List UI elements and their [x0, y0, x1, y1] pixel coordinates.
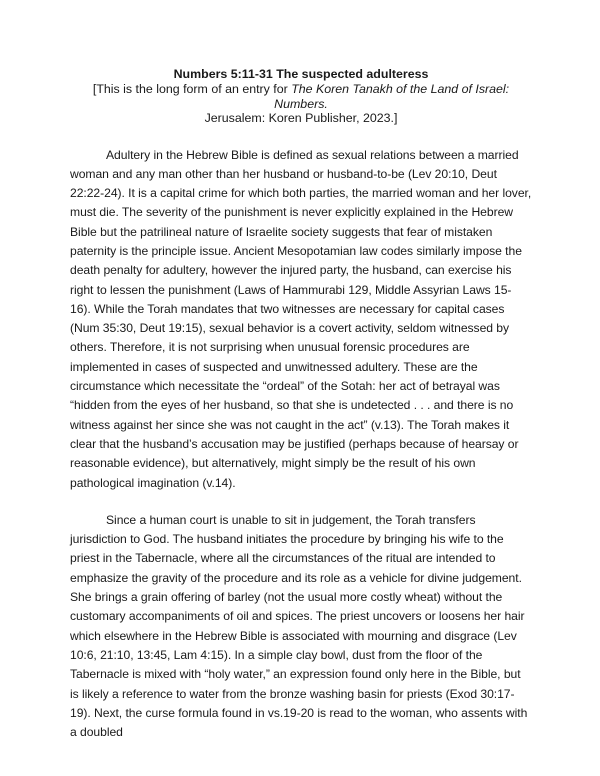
citation-prefix: [This is the long form of an entry for	[92, 82, 292, 96]
citation-book-title: The Koren Tanakh of the Land of Israel: Numbers.	[274, 82, 510, 111]
document-body	[70, 66, 532, 742]
document-title: Numbers 5:11-31 The suspected adulteress	[173, 67, 429, 81]
citation-note	[70, 82, 532, 126]
paragraph-divine-judgement: Since a human court is unable to sit in judgement, the Torah transfers jurisdiction to God. The husband initiates the procedure by bringing his wife to the priest in the Tabernacle, where all the circumstances of the ritual are intended to emphasize the gravity of the procedure and its role as a vehicle for divine judgement. She brings a grain offering of barley (not the usual more costly wheat) without the customary accompaniments of oil and spices. The priest uncovers or loosens her hair which elsewhere in the Hebrew Bible is associated with mourning and disgrace (Lev 10:6, 21:10, 13:45, Lam 4:15). In a simple clay bowl, dust from the floor of the Tabernacle is mixed with “holy water,” an expression found only here in the Bible, but is likely a reference to water from the bronze washing basin for priests (Exod 30:17-19). Next, the curse formula found in vs.19-20 is read to the woman, who assents with a doubled	[70, 512, 528, 740]
paragraph-adultery-definition: Adultery in the Hebrew Bible is defined as sexual relations between a married woman and any man other than her husband or husband-to-be (Lev 20:10, Deut 22:22-24). It is a capital crime for which both parties, the married woman and her lover, must die. The severity of the punishment is never explicitly explained in the Hebrew Bible but the patrilineal nature of Israelite society suggests that fear of mistaken paternity is the principle issue. Ancient Mesopotamian law codes similarly impose the death penalty for adultery, however the injured party, the husband, can exercise his right to lessen the punishment (Laws of Hammurabi 129, Middle Assyrian Laws 15-16). While the Torah mandates that two witnesses are necessary for capital cases (Num 35:30, Deut 19:15), sexual behavior is a covert activity, seldom witnessed by others. Therefore, it is not surprising when unusual forensic procedures are implemented in cases of suspected and unwitnessed adultery. These are the circumstance which necessitate the “ordeal” of the Sotah: her act of betrayal was “hidden from the eyes of her husband, so that she is undetected . . . and there is no witness against her since she was not caught in the act” (v.13). The Torah makes it clear that the husband’s accusation may be justified (perhaps because of hearsay or reasonable evidence), but alternatively, might simply be the result of his own pathological imagination (v.14).	[70, 147, 532, 490]
citation-suffix: Jerusalem: Koren Publisher, 2023.]	[204, 111, 398, 125]
